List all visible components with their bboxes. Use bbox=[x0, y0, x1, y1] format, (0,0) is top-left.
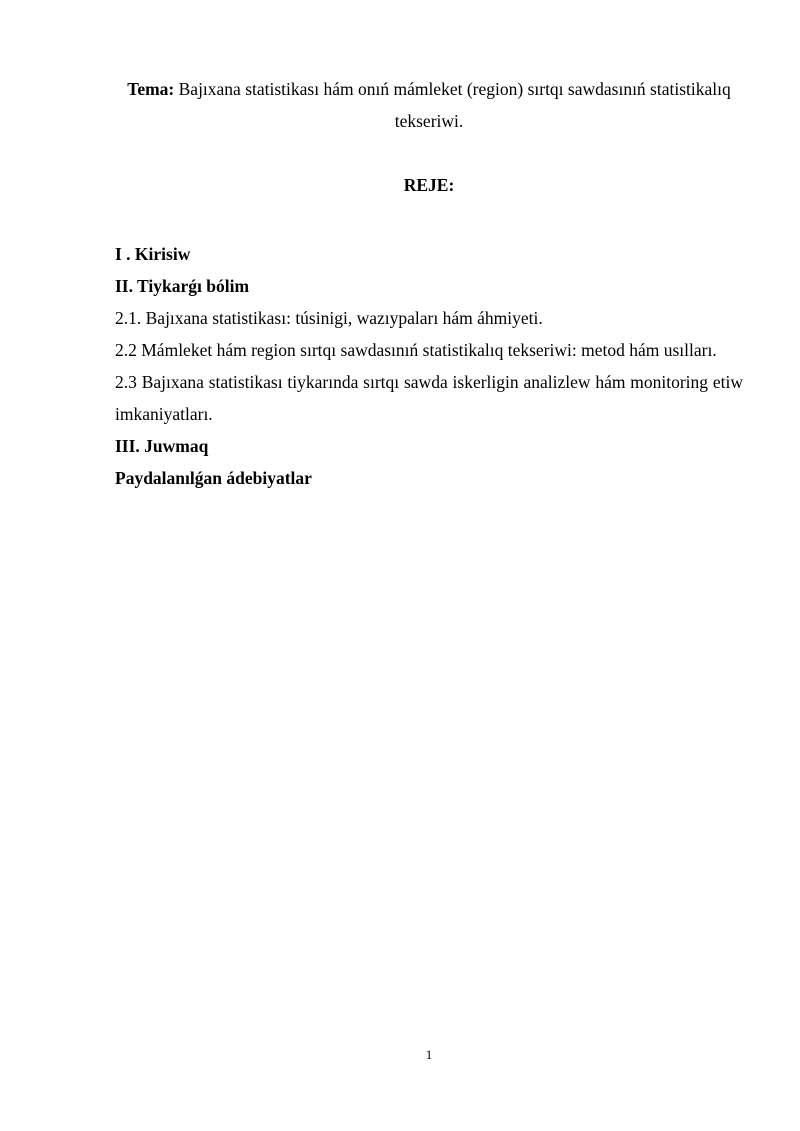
topic-line bbox=[115, 73, 743, 137]
toc-entry-introduction: I . Kirisiw bbox=[115, 244, 191, 264]
plan-heading: REJE: bbox=[403, 175, 455, 195]
table-of-contents bbox=[115, 238, 743, 494]
topic-label: Tema: bbox=[127, 79, 175, 99]
toc-entry-references: Paydalanılǵan ádebiyatlar bbox=[115, 468, 312, 488]
topic-text: Bajıxana statistikası hám onıń mámleket (region) sırtqı sawdasınıń statistikalıq tekseriwi. bbox=[174, 79, 731, 131]
toc-entry-2-2: 2.2 Mámleket hám region sırtqı sawdasınıń statistikalıq tekseriwi: metod hám usılları. bbox=[115, 340, 717, 360]
toc-entry-2-3: 2.3 Bajıxana statistikası tiykarında sırtqı sawda iskerligin analizlew hám monitoring etiw imkaniyatları. bbox=[115, 372, 743, 424]
toc-entry-conclusion: III. Juwmaq bbox=[115, 436, 209, 456]
toc-entry-2-1: 2.1. Bajıxana statistikası: túsinigi, wazıypaları hám áhmiyeti. bbox=[115, 308, 543, 328]
toc-entry-main-part: II. Tiykarǵı bólim bbox=[115, 276, 250, 296]
page-number: 1 bbox=[425, 1047, 433, 1062]
